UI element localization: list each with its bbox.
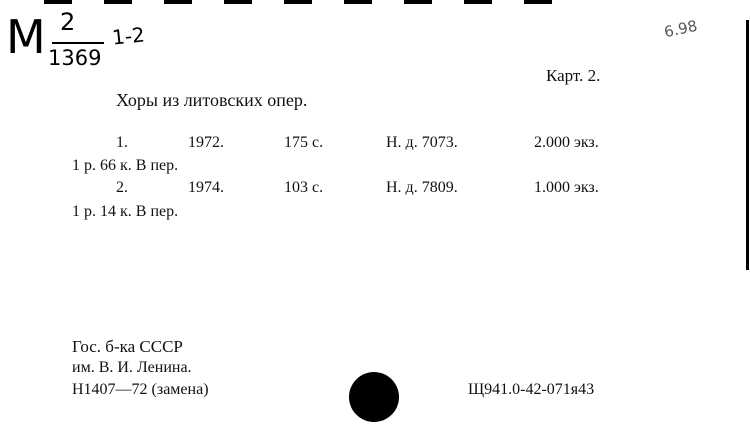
edition-plate-number: Н. д. 7809.: [386, 179, 458, 196]
edition-year: 1972.: [188, 134, 224, 151]
edition-plate-number: Н. д. 7073.: [386, 134, 458, 151]
shelfmark-fraction-line: [52, 42, 104, 44]
top-edge-mark: [344, 0, 372, 4]
top-edge-mark: [284, 0, 312, 4]
card-punch-hole: [349, 372, 399, 422]
top-edge-mark: [464, 0, 492, 4]
edition-pages: 175 с.: [284, 134, 324, 151]
top-edge-mark: [404, 0, 432, 4]
edition-number: 1.: [116, 134, 128, 151]
shelfmark-denominator: 1369: [48, 46, 102, 70]
top-edge-mark: [524, 0, 552, 4]
corner-note: 6.98: [662, 16, 699, 42]
edition-price: 1 р. 14 к. В пер.: [72, 203, 179, 220]
top-edge-mark: [104, 0, 132, 4]
card-edge-line: [746, 20, 749, 270]
library-namesake: им. В. И. Ленина.: [72, 359, 192, 376]
classification-code: Щ941.0-42-071я43: [468, 381, 595, 398]
edition-copies: 1.000 экз.: [534, 179, 599, 196]
library-name: Гос. б-ка СССР: [72, 337, 183, 356]
work-title: Хоры из литовских опер.: [116, 90, 308, 110]
edition-copies: 2.000 экз.: [534, 134, 599, 151]
edition-price: 1 р. 66 к. В пер.: [72, 157, 179, 174]
edition-year: 1974.: [188, 179, 224, 196]
library-order-code: Н1407—72 (замена): [72, 381, 209, 398]
top-edge-mark: [44, 0, 72, 4]
shelfmark-numerator: 2: [60, 8, 76, 36]
shelfmark-letter: М: [6, 10, 46, 64]
card-number: Карт. 2.: [546, 66, 601, 85]
edition-pages: 103 с.: [284, 179, 324, 196]
top-edge-mark: [224, 0, 252, 4]
top-edge-mark: [164, 0, 192, 4]
edition-number: 2.: [116, 179, 128, 196]
shelfmark-extra: 1-2: [110, 22, 146, 50]
